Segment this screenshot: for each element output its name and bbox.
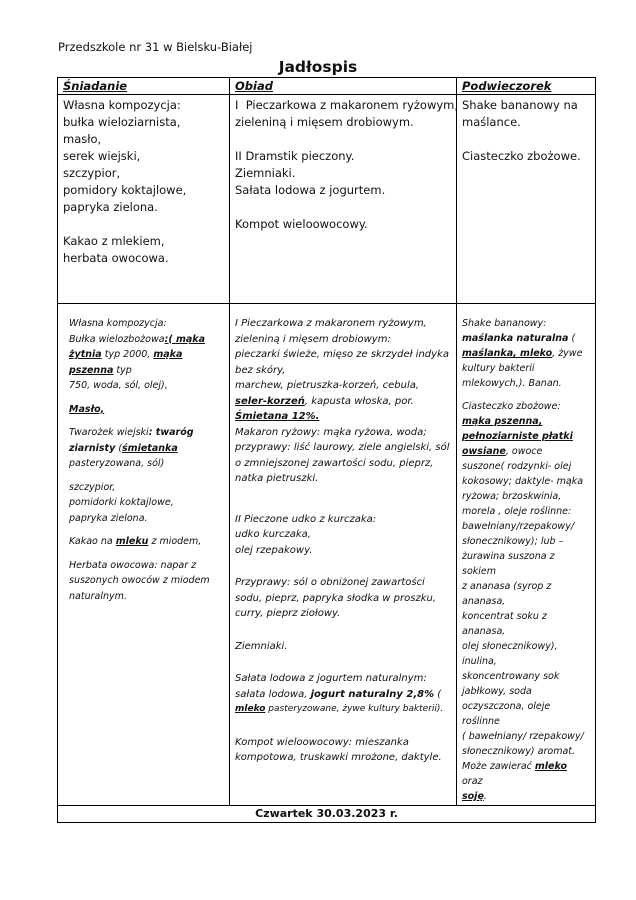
page-title: Jadłospis <box>278 58 358 76</box>
detail-sniadanie <box>58 304 230 806</box>
detail-line: olej słonecznikowy), inulina, <box>462 641 558 667</box>
summary-sniadanie <box>58 95 230 304</box>
detail-line: o zmniejszonej zawartości sodu, pieprz, <box>235 457 434 469</box>
summary-line: Ziemniaki. <box>235 166 296 180</box>
detail-line: zieleniną i mięsem drobiowym: <box>235 333 391 345</box>
summary-obiad <box>230 95 457 304</box>
detail-line: udko kurczaka, <box>235 529 311 540</box>
summary-line <box>235 131 451 148</box>
detail-line: ryżowa; brzoskwinia, <box>462 491 562 502</box>
detail-obiad <box>230 304 457 806</box>
detail-line: seler-korzeń, kapusta włoska, por. <box>235 395 414 407</box>
column-header-sniadanie: Śniadanie <box>58 78 230 95</box>
detail-line: Może zawierać mleko oraz <box>462 761 568 787</box>
school-name: Przedszkole nr 31 w Bielsku-Białej <box>58 40 253 54</box>
detail-line: oczyszczona, oleje roślinne <box>462 701 551 727</box>
summary-line: Ciasteczko zbożowe. <box>462 149 581 163</box>
detail-line: Herbata owocowa: napar z <box>69 559 197 571</box>
detail-line: owsiane, owoce <box>462 446 543 457</box>
detail-line: Shake bananowy: <box>462 318 547 329</box>
detail-line: pasteryzowana, sól) <box>69 458 165 469</box>
detail-line: Własna kompozycja: <box>69 318 167 329</box>
detail-line: mlekowych,). Banan. <box>462 378 562 389</box>
detail-line: Kakao na mleku z miodem, <box>69 536 202 547</box>
detail-line: kokosowy; daktyle- mąka <box>462 476 584 487</box>
detail-line: kompotowa, truskawki mrożone, daktyle. <box>235 752 442 763</box>
detail-line: I Pieczarkowa z makaronem ryżowym, <box>235 318 427 329</box>
detail-line: Masło, <box>69 403 105 415</box>
detail-line: papryka zielona. <box>69 512 148 524</box>
detail-line: natka pietruszki. <box>235 473 319 484</box>
detail-line: żurawina suszona z sokiem <box>462 551 555 577</box>
detail-line: bez skóry, <box>235 364 286 376</box>
detail-line: z ananasa (syrop z ananasa, <box>462 581 552 607</box>
detail-line: marchew, pietruszka-korzeń, cebula, <box>235 380 420 391</box>
detail-line: Twarożek wiejski: twaróg <box>69 427 194 438</box>
detail-line: maślanka, mleko, żywe <box>462 348 583 359</box>
detail-line: pieczarki świeże, mięso ze skrzydeł indyka <box>235 349 449 360</box>
detail-line: sodu, pieprz, papryka słodka w proszku, <box>235 592 437 604</box>
detail-line: morela , oleje roślinne: <box>462 506 572 517</box>
detail-line: słonecznikowy); lub – <box>462 536 564 547</box>
detail-line: Kompot wieloowocowy: mieszanka <box>235 736 409 748</box>
summary-line: szczypior, <box>63 166 121 180</box>
detail-line: słonecznikowy) aromat. <box>462 746 576 757</box>
summary-row <box>58 95 596 304</box>
summary-line: II Dramstik pieczony. <box>235 149 355 163</box>
detail-line: Ciasteczko zbożowe: <box>462 401 561 412</box>
detail-line: ( bawełniany/ rzepakowy/ <box>462 731 584 742</box>
detail-line: naturalnym. <box>69 590 127 602</box>
detail-line: żytnia typ 2000, mąka pszenna typ <box>69 349 183 376</box>
detail-line: koncentrat soku z ananasa, <box>462 611 547 637</box>
summary-line: maślance. <box>462 115 521 129</box>
detail-line: Przyprawy: sól o obniżonej zawartości <box>235 577 425 588</box>
detail-line: pomidorki koktajlowe, <box>69 497 174 508</box>
detail-podwieczorek <box>457 304 596 806</box>
summary-line: Kakao z mlekiem, <box>63 234 165 248</box>
detail-line: olej rzepakowy. <box>235 544 313 556</box>
summary-podwieczorek <box>457 95 596 304</box>
detail-line: skoncentrowany sok <box>462 671 560 682</box>
summary-line: Własna kompozycja: <box>63 98 181 112</box>
detail-line: pełnoziarniste płatki <box>462 431 573 442</box>
summary-line: Sałata lodowa z jogurtem. <box>235 183 386 197</box>
detail-line: Bułka wielozbożowa:( mąka <box>69 333 206 345</box>
summary-line: I Pieczarkowa z makaronem ryżowym, <box>235 98 459 112</box>
detail-line: ziarnisty (śmietanka <box>69 442 178 454</box>
detail-line: II Pieczone udko z kurczaka: <box>235 513 377 525</box>
detail-line: maślanka naturalna ( <box>462 333 576 344</box>
detail-line: Sałata lodowa z jogurtem naturalnym: <box>235 673 427 684</box>
detail-line: mleko pasteryzowane, żywe kultury bakterii). <box>235 704 444 714</box>
summary-line <box>462 131 590 148</box>
footer-row <box>58 806 596 823</box>
detail-line: przyprawy: liść laurowy, ziele angielski, sól <box>235 442 450 453</box>
summary-line: zieleniną i mięsem drobiowym. <box>235 115 414 129</box>
detail-line: kultury bakterii <box>462 363 535 374</box>
detail-line: sałata lodowa, jogurt naturalny 2,8% ( <box>235 688 442 700</box>
table-header-row <box>58 78 596 95</box>
column-header-podwieczorek: Podwieczorek <box>457 78 596 95</box>
menu-date: Czwartek 30.03.2023 r. <box>58 806 596 823</box>
summary-line: masło, <box>63 132 102 146</box>
summary-line <box>63 216 224 233</box>
summary-line: Kompot wieloowocowy. <box>235 217 368 231</box>
detail-line: szczypior, <box>69 481 116 493</box>
summary-line <box>235 199 451 216</box>
summary-line: bułka wieloziarnista, <box>63 115 181 129</box>
detail-line: bawełniany/rzepakowy/ <box>462 521 575 532</box>
detail-line: curry, pieprz ziołowy. <box>235 608 341 619</box>
summary-line: serek wiejski, <box>63 149 141 163</box>
detail-line: suszone( rodzynki- olej <box>462 461 572 472</box>
detail-line: Makaron ryżowy: mąka ryżowa, woda; <box>235 426 427 438</box>
detail-line: Śmietana 12%. <box>235 411 320 422</box>
detail-line: suszonych owoców z miodem <box>69 575 210 586</box>
menu-table <box>57 77 596 823</box>
summary-line: herbata owocowa. <box>63 251 169 265</box>
detail-line: soję. <box>462 791 487 802</box>
detail-line: jabłkowy, soda <box>462 686 532 697</box>
detail-row <box>58 304 596 806</box>
column-header-obiad: Obiad <box>230 78 457 95</box>
summary-line: pomidory koktajlowe, <box>63 183 187 197</box>
detail-line: mąka pszenna, <box>462 416 543 427</box>
summary-line: papryka zielona. <box>63 200 158 214</box>
detail-line: 750, woda, sól, olej), <box>69 380 168 391</box>
detail-line: Ziemniaki. <box>235 640 288 652</box>
summary-line: Shake bananowy na <box>462 98 578 112</box>
